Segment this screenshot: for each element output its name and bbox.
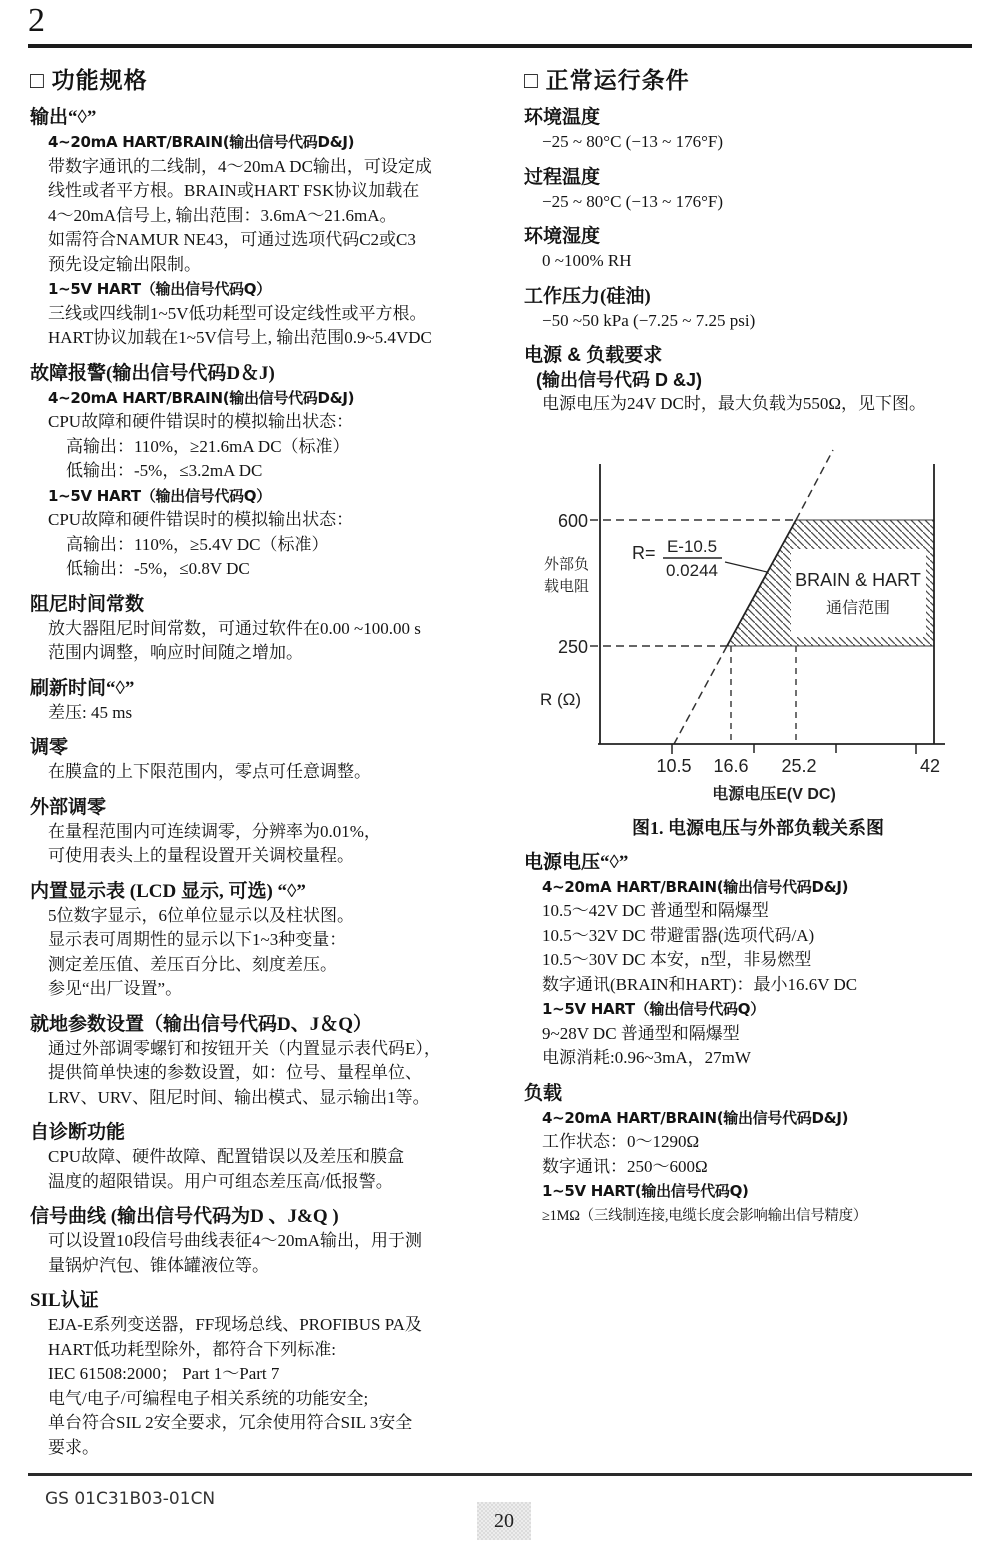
text-line: 测定差压值、差压百分比、刻度差压。 — [48, 954, 337, 974]
text-line: 工作状态：0～1290Ω — [542, 1132, 700, 1151]
text-line: 9~28V DC 普通型和隔爆型 — [542, 1023, 740, 1043]
section-load — [524, 1082, 992, 1229]
text-line: 数字通讯(BRAIN和HART)：最小16.6V DC — [542, 974, 858, 994]
text-line: 可以设置10段信号曲线表征4～20mA输出，用于测 — [48, 1231, 422, 1250]
section-title: 阻尼时间常数 — [30, 593, 145, 615]
text-line: 数字通讯：250～600Ω — [542, 1156, 708, 1176]
right-column-heading: □ 正常运行条件 — [524, 68, 690, 93]
section-title: 外部调零 — [30, 796, 107, 818]
y-axis-annotation-line2: 载电阻 — [544, 578, 590, 595]
text-line: 量锅炉汽包、锥体罐液位等。 — [48, 1255, 269, 1275]
section-process-temperature — [524, 166, 992, 215]
left-column-heading: □ 功能规格 — [30, 68, 148, 93]
text-line: CPU故障和硬件错误时的模拟输出状态： — [48, 412, 354, 431]
section-title: 调零 — [30, 737, 69, 758]
section-damping-time — [30, 593, 494, 666]
left-column — [30, 54, 494, 1460]
section-supply-voltage — [524, 851, 992, 1071]
section-title: 内置显示表 (LCD 显示, 可选) “◊” — [30, 880, 306, 902]
section-title: 就地参数设置（输出信号代码D、J＆Q） — [30, 1013, 373, 1035]
text-line: 预先设定输出限制。 — [48, 254, 201, 274]
text-line: −50 ~50 kPa (−7.25 ~ 7.25 psi) — [542, 310, 756, 330]
text-line: 在膜盒的上下限范围内，零点可任意调整。 — [48, 762, 371, 781]
text-line: 1~5V HART(输出信号代码Q) — [542, 1182, 749, 1200]
section-title: 电源电压“◊” — [524, 851, 629, 873]
load-voltage-chart — [524, 441, 984, 807]
text-line: 1~5V HART（输出信号代码Q） — [48, 486, 271, 505]
document-number: GS 01C31B03-01CN — [45, 1489, 216, 1509]
section-update-time — [30, 677, 494, 726]
text-line: LRV、URV、阻尼时间、输出模式、显示输出1等。 — [48, 1087, 430, 1107]
section-self-diagnosis — [30, 1121, 494, 1194]
text-line: 电源电压为24V DC时，最大负载为550Ω，见下图。 — [542, 394, 926, 413]
section-title: 信号曲线 (输出信号代码为D 、J&Q ) — [30, 1206, 339, 1227]
section-output — [30, 106, 494, 351]
text-line: 温度的超限错误。用户可组态差压高/低报警。 — [48, 1171, 393, 1191]
x-tick-label-25-2: 25.2 — [781, 755, 817, 776]
top-rule — [28, 44, 972, 48]
section-subtitle: (输出信号代码 D &J) — [536, 370, 702, 390]
section-title: 输出“◊” — [30, 107, 97, 128]
text-line: 放大器阻尼时间常数，可通过软件在0.00 ~100.00 s — [48, 618, 421, 638]
right-column — [524, 54, 992, 1228]
text-line: 线性或者平方根。BRAIN或HART FSK协议加载在 — [48, 181, 420, 200]
section-title: 过程温度 — [524, 166, 601, 188]
text-line: 4~20mA HART/BRAIN(输出信号代码D&J) — [48, 133, 355, 151]
text-line: 0 ~100% RH — [542, 251, 632, 270]
figure-load-voltage — [524, 441, 992, 840]
text-line: 10.5～32V DC 带避雷器(选项代码/A) — [542, 925, 815, 945]
section-title: 电源 & 负载要求 — [524, 345, 663, 366]
section-title: 刷新时间“◊” — [30, 677, 135, 699]
section-title: 环境湿度 — [524, 226, 601, 247]
load-line-extension-upper — [796, 450, 833, 520]
section-zero-adjust — [30, 736, 494, 785]
text-line: 高输出：110%，≥5.4V DC（标准） — [66, 534, 329, 554]
text-line: 4~20mA HART/BRAIN(输出信号代码D&J) — [542, 877, 849, 896]
section-working-pressure — [524, 285, 992, 334]
section-title: 工作压力(硅油) — [524, 285, 651, 307]
section-lcd-display — [30, 880, 494, 1002]
text-line: 5位数字显示，6位单位显示以及柱状图。 — [48, 905, 354, 925]
text-line: 1~5V HART（输出信号代码Q） — [48, 280, 271, 298]
figure-caption: 图1. 电源电压与外部负载关系图 — [632, 817, 884, 838]
y-axis-unit-label: R (Ω) — [540, 689, 582, 709]
page-number-badge: 20 — [477, 1502, 531, 1540]
section-title: 环境温度 — [524, 107, 601, 128]
text-line: 低输出：-5%，≤0.8V DC — [66, 559, 250, 578]
text-line: 10.5～42V DC 普通型和隔爆型 — [542, 901, 769, 920]
text-line: 4~20mA HART/BRAIN(输出信号代码D&J) — [542, 1108, 849, 1127]
formula-lhs: R= — [632, 542, 656, 563]
x-tick-label-10-5: 10.5 — [656, 755, 692, 776]
text-line: IEC 61508:2000； Part 1～Part 7 — [48, 1364, 280, 1383]
section-failure-alarm — [30, 362, 494, 582]
y-tick-label-600: 600 — [557, 510, 588, 531]
text-line: −25 ~ 80°C (−13 ~ 176°F) — [542, 132, 724, 151]
text-line: 高输出：110%，≥21.6mA DC（标准） — [66, 436, 350, 456]
section-local-parameter-setting — [30, 1013, 494, 1111]
text-line: 电源消耗:0.96~3mA，27mW — [542, 1048, 751, 1067]
text-line: 10.5～30V DC 本安，n型，非易燃型 — [542, 950, 812, 969]
page-corner-number: 2 — [28, 2, 45, 39]
formula-callout-line — [725, 562, 767, 572]
x-tick-label-16-6: 16.6 — [713, 755, 749, 776]
region-label-box — [791, 549, 926, 637]
text-line: 显示表可周期性的显示以下1~3种变量： — [48, 930, 347, 949]
formula-denominator: 0.0244 — [666, 560, 718, 580]
text-line: 低输出：-5%，≤3.2mA DC — [66, 461, 263, 480]
text-line: 范围内调整，响应时间随之增加。 — [48, 643, 303, 662]
section-sil-certification — [30, 1289, 494, 1460]
text-line: 三线或四线制1~5V低功耗型可设定线性或平方根。 — [48, 303, 427, 323]
section-signal-curve — [30, 1205, 494, 1278]
text-line: 4～20mA信号上, 输出范围：3.6mA～21.6mA。 — [48, 205, 397, 225]
y-tick-label-250: 250 — [557, 636, 588, 657]
text-line: 通过外部调零螺钉和按钮开关（内置显示表代码E）， — [48, 1038, 441, 1058]
text-line: CPU故障、硬件故障、配置错误以及差压和膜盒 — [48, 1147, 405, 1166]
section-title: SIL认证 — [30, 1290, 99, 1311]
x-axis-title: 电源电压E(V DC) — [712, 785, 836, 803]
text-line: 1~5V HART（输出信号代码Q） — [542, 1000, 765, 1018]
y-axis-annotation-line1: 外部负 — [544, 556, 590, 573]
text-line: 单台符合SIL 2安全要求，冗余使用符合SIL 3安全 — [48, 1413, 413, 1432]
section-title: 故障报警(输出信号代码D＆J) — [30, 362, 275, 384]
text-line: EJA-E系列变送器，FF现场总线、PROFIBUS PA及 — [48, 1315, 422, 1334]
text-line: CPU故障和硬件错误时的模拟输出状态： — [48, 510, 354, 529]
footer-rule — [28, 1473, 972, 1476]
text-line: 差压: 45 ms — [48, 702, 133, 722]
load-line-extension-lower — [674, 646, 727, 744]
section-external-zero — [30, 796, 494, 869]
text-line: 带数字通讯的二线制，4～20mA DC输出，可设定成 — [48, 156, 432, 176]
text-line: 可使用表头上的量程设置开关调校量程。 — [48, 846, 354, 865]
section-title: 自诊断功能 — [30, 1122, 126, 1143]
text-line: 参见“出厂设置”。 — [48, 979, 183, 998]
section-power-load-requirements — [524, 344, 992, 417]
region-label-line2: 通信范围 — [825, 599, 891, 617]
text-line: 如需符合NAMUR NE43，可通过选项代码C2或C3 — [48, 230, 416, 249]
text-line: 提供简单快速的参数设置，如：位号、量程单位、 — [48, 1063, 422, 1082]
text-line: 电气/电子/可编程电子相关系统的功能安全; — [48, 1388, 369, 1408]
formula-numerator: E-10.5 — [666, 536, 718, 556]
text-line: 要求。 — [48, 1437, 99, 1457]
text-line: HART低功耗型除外，都符合下列标准: — [48, 1339, 336, 1359]
section-ambient-humidity — [524, 225, 992, 274]
text-line: ≥1MΩ（三线制连接,电缆长度会影响输出信号精度） — [542, 1207, 868, 1224]
text-line: HART协议加载在1~5V信号上, 输出范围0.9~5.4VDC — [48, 328, 432, 347]
text-line: −25 ~ 80°C (−13 ~ 176°F) — [542, 191, 724, 211]
section-ambient-temperature — [524, 106, 992, 155]
text-line: 4~20mA HART/BRAIN(输出信号代码D&J) — [48, 388, 355, 407]
region-label-line1: BRAIN & HART — [795, 569, 921, 590]
section-title: 负载 — [524, 1082, 563, 1104]
text-line: 在量程范围内可连续调零，分辨率为0.01%， — [48, 821, 381, 841]
x-tick-label-42: 42 — [919, 755, 941, 776]
